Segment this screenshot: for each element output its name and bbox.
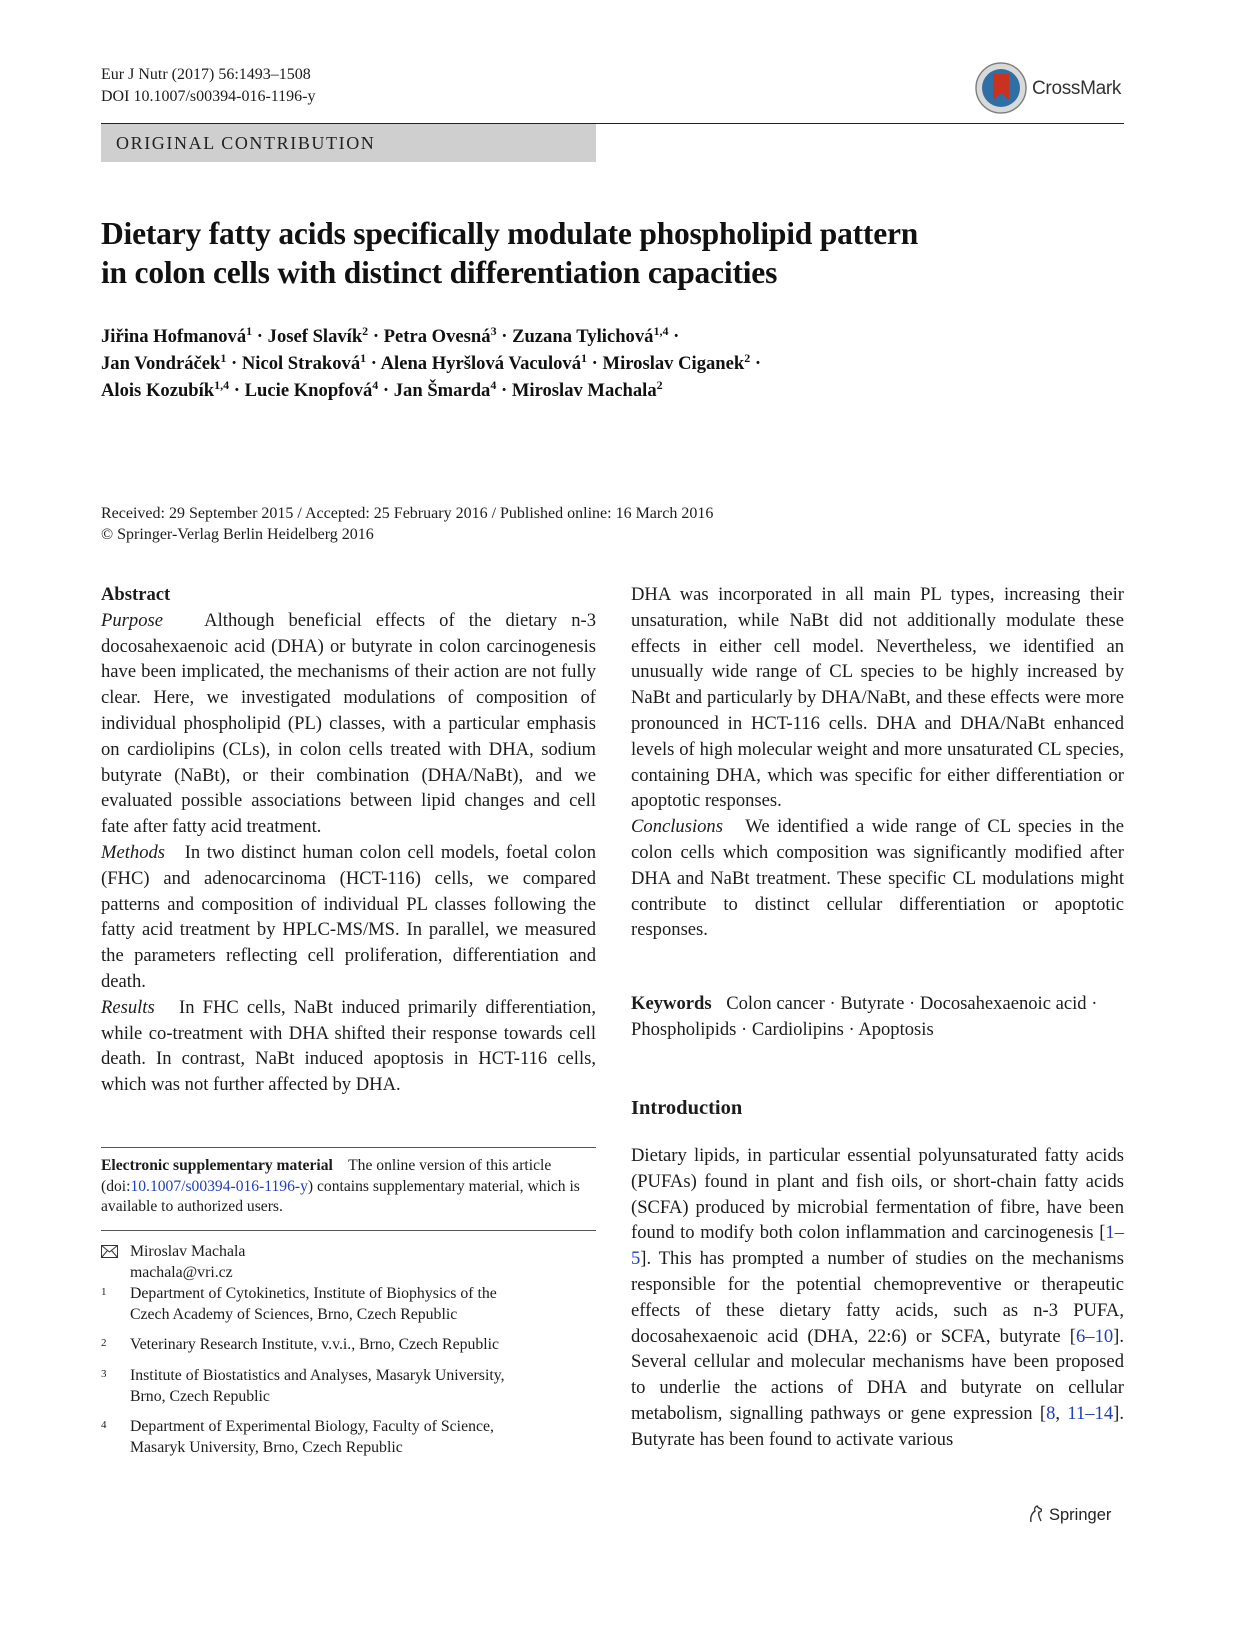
affiliation-line: Department of Cytokinetics, Institute of Biophysics of the bbox=[130, 1285, 497, 1302]
article-title bbox=[101, 214, 1101, 292]
journal-citation: Eur J Nutr (2017) 56:1493–1508 bbox=[101, 66, 311, 83]
author-name: Jan Šmarda bbox=[393, 380, 491, 401]
author-affiliation: 1 bbox=[360, 350, 367, 365]
keywords-text: Colon cancer · Butyrate · Docosahexaenoic acid · Phospholipids · Cardiolipins · Apoptosis bbox=[631, 993, 1098, 1040]
abstract-results-continued: DHA was incorporated in all main PL types, increasing their unsaturation, while NaBt did not additionally modulate these effects in either cell model. Nevertheless, we identified an unusually wide range of CL species to be highly increased by NaBt and particularly by DHA/NaBt, and these effects were more pronounced in HCT-116 cells. DHA and DHA/NaBt enhanced levels of high molecular weight and more unsaturated CL species, containing DHA, which was specific for either differentiation or apoptotic responses. bbox=[631, 584, 1124, 812]
author-line-2: Jan Vondráček$^1$ · Nicol Straková$^1$ · Alena Hyršlová Vaculová$^1$ · Miroslav Ciganek$^2$ · bbox=[101, 350, 762, 374]
history-dates: Received: 29 September 2015 / Accepted: 25 February 2016 / Published online: 16 March 2016 bbox=[101, 505, 714, 522]
author-affiliation: 1 bbox=[581, 350, 588, 365]
author-name: Petra Ovesná bbox=[383, 326, 491, 347]
affiliation-line: Institute of Biostatistics and Analyses, Masaryk University, bbox=[130, 1367, 505, 1384]
abstract-methods: Methods In two distinct human colon cell models, foetal colon (FHC) and adenocarcinoma (HCT-116) cells, we compared patterns and composition of individual PL classes following the fatty acid treatment by HPLC-MS/MS. In parallel, we measured the parameters reflecting cell proliferation, differentiation and death. bbox=[101, 841, 596, 992]
affiliation-line: Veterinary Research Institute, v.v.i., Brno, Czech Republic bbox=[130, 1336, 500, 1353]
journal-info bbox=[101, 64, 316, 108]
author-name: Josef Slavík bbox=[267, 326, 363, 347]
footnote-rule-2 bbox=[101, 1230, 596, 1231]
abstract-purpose: Purpose Although beneficial effects of the dietary n-3 docosahexaenoic acid (DHA) or butyrate in colon carcinogenesis have been implicated, the mechanisms of their action are not fully clear. Here, we investigated modulations of composition of individual phospholipid (PL) classes, with a particular emphasis on cardiolipins (CLs), in colon cells treated with DHA, sodium butyrate (NaBt), or their combination (DHA/NaBt), and we evaluated possible associations between lipid changes and cell fate after fatty acid treatment. bbox=[101, 609, 596, 838]
affiliation-line: Czech Academy of Sciences, Brno, Czech Republic bbox=[130, 1305, 458, 1323]
title-line-2: in colon cells with distinct differentiation capacities bbox=[101, 255, 778, 290]
affiliation-number: 2 bbox=[101, 1337, 107, 1349]
abstract-heading: Abstract bbox=[101, 584, 171, 605]
conclusions-label: Conclusions bbox=[631, 816, 723, 838]
author-affiliation: 4 bbox=[372, 377, 379, 392]
methods-label: Methods bbox=[101, 841, 166, 863]
author-line-1: Jiřina Hofmanová$^1$ · Josef Slavík$^2$ · Petra Ovesná$^3$ · Zuzana Tylichová$^{1,4}$ · bbox=[101, 323, 680, 347]
author-name: Alena Hyršlová Vaculová bbox=[380, 353, 582, 374]
crossmark-label: CrossMark bbox=[1032, 78, 1122, 99]
citation-link[interactable]: 6–10 bbox=[1075, 1325, 1114, 1347]
envelope-icon bbox=[101, 1245, 118, 1258]
affiliation-number: 4 bbox=[101, 1419, 107, 1431]
author-name: Nicol Straková bbox=[241, 353, 361, 374]
author-name: Jan Vondráček bbox=[101, 353, 221, 374]
author-affiliation: 2 bbox=[656, 377, 663, 392]
author-name: Miroslav Machala bbox=[511, 380, 657, 401]
abstract-results: Results In FHC cells, NaBt induced primarily differentiation, while co-treatment with DHA shifted their response towards cell death. In contrast, NaBt induced apoptosis in HCT-116 cells, which was not further affected by DHA. bbox=[101, 996, 596, 1096]
affiliation-line: Masaryk University, Brno, Czech Republic bbox=[130, 1438, 403, 1456]
results-label: Results bbox=[101, 996, 155, 1018]
esm-label: Electronic supplementary material bbox=[101, 1157, 333, 1174]
author-line-3: Alois Kozubík$^{1,4}$ · Lucie Knopfová$^4$ · Jan Šmarda$^4$ · Miroslav Machala$^2$ bbox=[101, 377, 663, 401]
crossmark-badge[interactable] bbox=[974, 61, 1124, 117]
corresponding-email[interactable]: machala@vri.cz bbox=[130, 1263, 233, 1281]
author-affiliation: 1 bbox=[220, 350, 227, 365]
author-affiliation: 4 bbox=[490, 377, 497, 392]
crossmark-icon bbox=[974, 61, 1028, 115]
publisher-name: Springer bbox=[1049, 1506, 1112, 1524]
author-affiliation: 1,4 bbox=[214, 377, 230, 392]
author-name: Jiřina Hofmanová bbox=[101, 326, 247, 347]
citation-link[interactable]: 1–5 bbox=[631, 1222, 1124, 1270]
springer-horse-icon bbox=[1026, 1504, 1046, 1524]
author-name: Alois Kozubík bbox=[101, 380, 215, 401]
esm-text-1: The online version of this article (doi: bbox=[101, 1157, 552, 1195]
supplementary-note bbox=[101, 1156, 596, 1218]
author-name: Lucie Knopfová bbox=[244, 380, 373, 401]
footnote-rule bbox=[101, 1147, 596, 1148]
keywords bbox=[631, 991, 1124, 1043]
citation-link[interactable]: 11–14 bbox=[1067, 1402, 1114, 1424]
title-line-1: Dietary fatty acids specifically modulate phospholipid pattern bbox=[101, 216, 919, 251]
introduction-heading: Introduction bbox=[631, 1097, 743, 1119]
citation-link[interactable]: 8 bbox=[1046, 1402, 1056, 1424]
purpose-label: Purpose bbox=[101, 609, 163, 631]
esm-text-2: ) contains supplementary material, which is available to authorized users. bbox=[101, 1177, 580, 1215]
author-name: Miroslav Ciganek bbox=[602, 353, 745, 374]
author-list bbox=[101, 323, 1121, 404]
author-name: Zuzana Tylichová bbox=[512, 326, 654, 347]
author-affiliation: 2 bbox=[362, 323, 369, 338]
abstract-right-column bbox=[631, 582, 1124, 943]
section-label: ORIGINAL CONTRIBUTION bbox=[116, 133, 376, 153]
keywords-label: Keywords bbox=[631, 993, 712, 1014]
affiliation-number: 3 bbox=[101, 1368, 107, 1380]
abstract-left-column bbox=[101, 582, 596, 1098]
introduction-paragraph: Dietary lipids, in particular essential polyunsaturated fatty acids (PUFAs) found in plant and fish oils, or short-chain fatty acids (SCFA) produced by microbial fermentation of fibre, have been found to modify both colon inflammation and carcinogenesis [1–5]. This has prompted a number of studies on the mechanisms responsible for the potential chemopreventive or therapeutic effects of these dietary fatty acids, such as n-3 PUFA, docosahexaenoic acid (DHA, 22:6) or SCFA, butyrate [6–10]. Several cellular and molecular mechanisms have been proposed to underlie the actions of DHA and butyrate on cellular metabolism, signalling pathways or gene expression [8, 11–14]. Butyrate has been found to activate various bbox=[631, 1145, 1124, 1450]
author-affiliation: 1,4 bbox=[653, 323, 669, 338]
author-affiliation: 2 bbox=[744, 350, 751, 365]
doi-link[interactable]: 10.1007/s00394-016-1196-y bbox=[130, 1177, 308, 1195]
affiliation-line: Brno, Czech Republic bbox=[130, 1387, 270, 1405]
author-affiliation: 3 bbox=[490, 323, 497, 338]
publisher-logo bbox=[1026, 1504, 1111, 1525]
section-label-box bbox=[101, 124, 596, 162]
doi: DOI 10.1007/s00394-016-1196-y bbox=[101, 88, 316, 105]
copyright: © Springer-Verlag Berlin Heidelberg 2016 bbox=[101, 526, 374, 543]
author-affiliation: 1 bbox=[246, 323, 253, 338]
affiliation-line: Department of Experimental Biology, Faculty of Science, bbox=[130, 1418, 494, 1435]
publication-dates bbox=[101, 503, 1121, 545]
abstract-conclusions: Conclusions We identified a wide range of CL species in the colon cells which composition was significantly modified after DHA and NaBt treatment. These specific CL modulations might contribute to distinct cellular differentiation or apoptotic responses. bbox=[631, 816, 1124, 941]
corresponding-name: Miroslav Machala bbox=[130, 1243, 246, 1260]
affiliation-number: 1 bbox=[101, 1286, 107, 1298]
introduction-body bbox=[631, 1143, 1124, 1453]
